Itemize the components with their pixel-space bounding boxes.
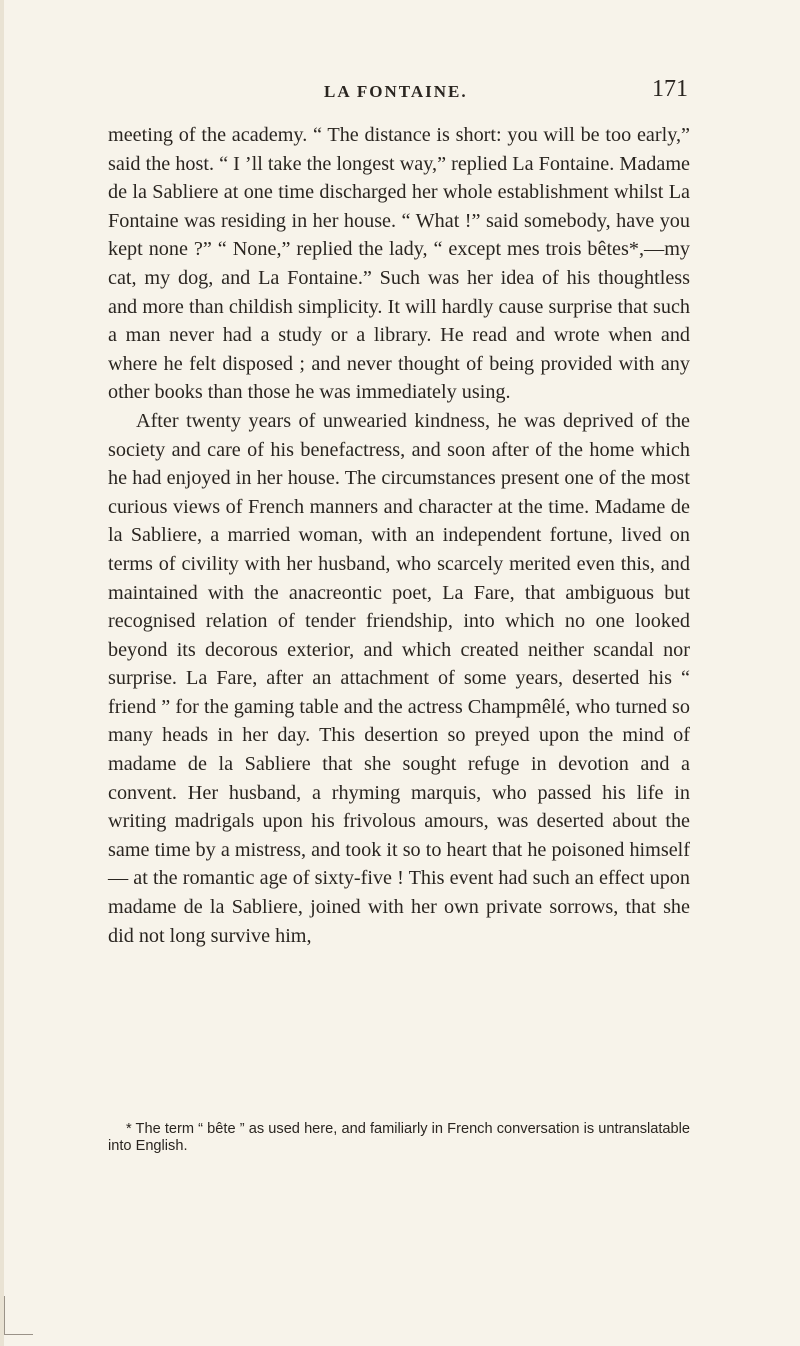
paragraph: meeting of the academy. “ The distance is short: you will be too early,” said the host. “ I ’ll take the longest way,” replied La Fontaine. Madame de la Sabliere at one time discharged her whole establishment whilst La Fontaine was residing in her house. “ What !” said somebody, have you kept none ?” “ None,” replied the lady, “ except mes trois bêtes*,—my cat, my dog, and La Fontaine.” Such was her idea of his thoughtless and more than childish simplicity. It will hardly cause surprise that such a man never had a study or a library. He read and wrote when and where he felt disposed ; and never thought of being provided with any other books than those he was immediately using. bbox=[108, 124, 690, 404]
running-title: LA FONTAINE. bbox=[324, 82, 468, 101]
paragraph: After twenty years of unwearied kindness, he was deprived of the society and care of his benefactress, and soon after of the home which he had enjoyed in her house. The circumstances present one of the most curious views of French manners and character at the time. Madame de la Sabliere, a married woman, with an independent fortune, lived on terms of civility with her husband, who scarcely merited even this, and maintained with the anacreontic poet, La Fare, that ambiguous but recognised relation of tender friendship, into which no one looked beyond its decorous exterior, and which created neither scandal nor surprise. La Fare, after an attachment of some years, deserted his “ friend ” for the gaming table and the actress Champmêlé, who turned so many heads in her day. This desertion so preyed upon the mind of madame de la Sabliere that she sought refuge in devotion and a convent. Her husband, a rhyming marquis, who passed his life in writing madrigals upon his frivolous amours, was deserted about the same time by a mistress, and took it so to heart that he poisoned himself — at the romantic age of sixty-five ! This event had such an effect upon madame de la Sabliere, joined with her own private sorrows, that she did not long survive him, bbox=[108, 409, 690, 947]
footnote: * The term “ bête ” as used here, and familiarly in French conversation is untranslatable into English. bbox=[108, 1121, 690, 1154]
crop-mark bbox=[4, 1296, 33, 1335]
page-number: 171 bbox=[652, 76, 688, 102]
page-edge bbox=[0, 0, 4, 1346]
page-header bbox=[108, 76, 688, 116]
body-text bbox=[108, 121, 690, 950]
